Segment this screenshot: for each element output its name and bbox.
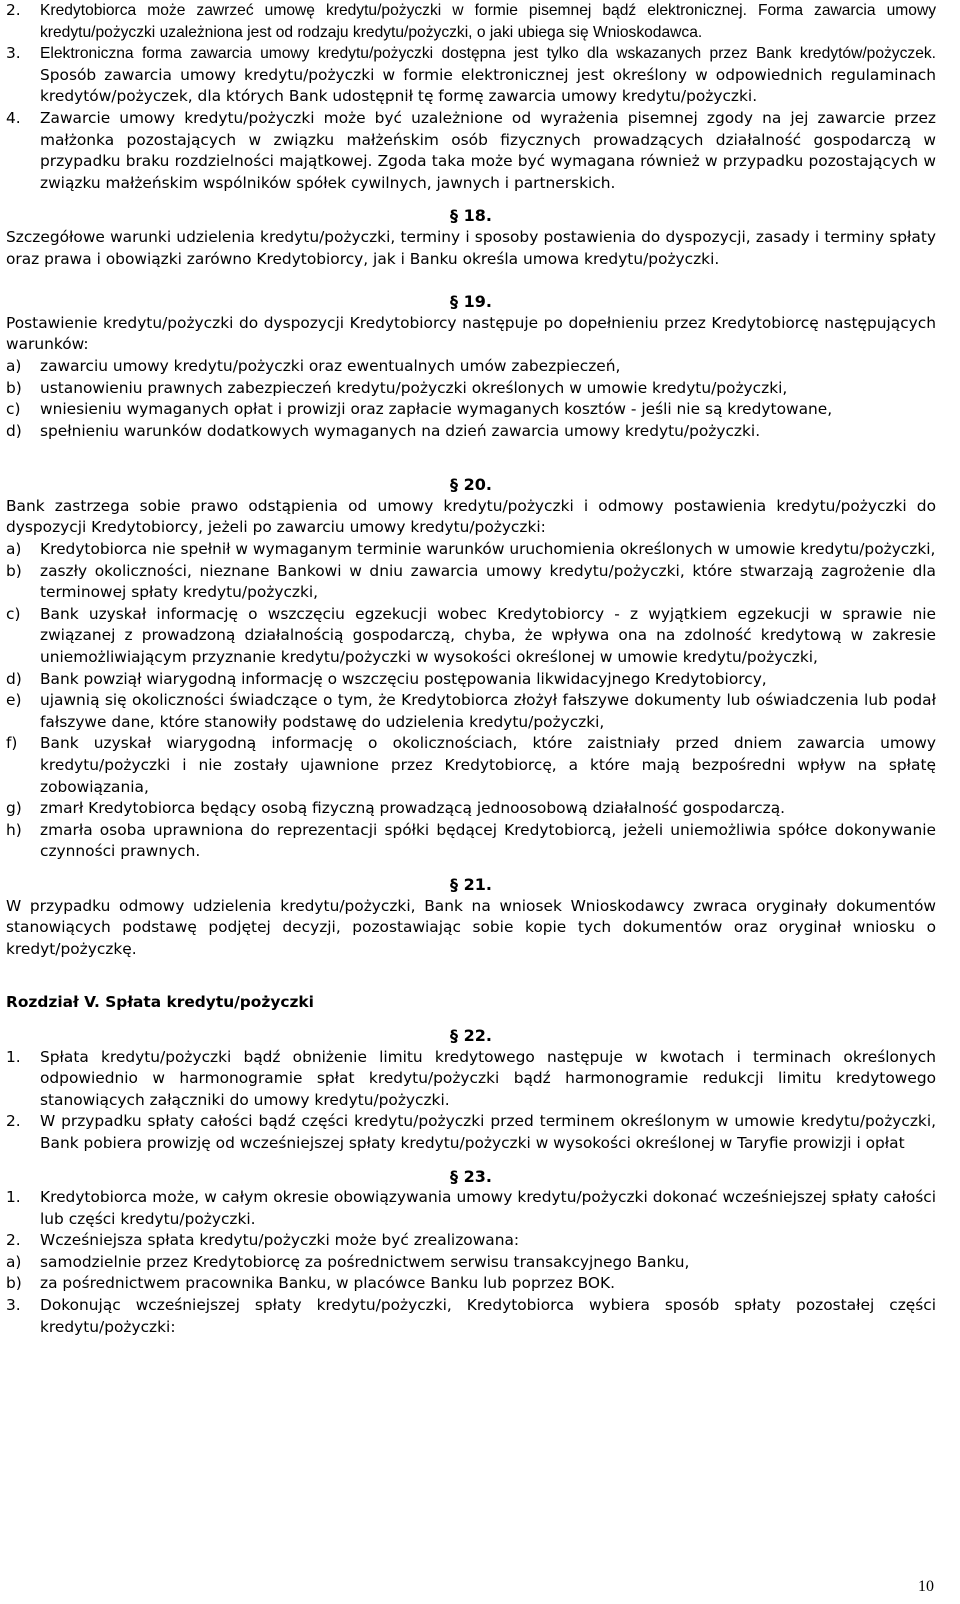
list-item [6, 421, 936, 443]
item-label: h) [6, 820, 22, 839]
item-label: d) [6, 421, 22, 440]
item-text: Bank uzyskał wiarygodną informację o okolicznościach, które zaistniały przed dniem zawarcia umowy kredytu/pożyczki i nie zostały ujawnione przez Kredytobiorcę, a które mają bezpośredni wpływ na spłatę zobowiązania, [40, 734, 936, 796]
list-item [6, 1295, 936, 1338]
list-item [6, 604, 936, 669]
page-number: 10 [918, 1578, 934, 1595]
item-text: Kredytobiorca może zawrzeć umowę kredytu/pożyczki w formie pisemnej bądź elektronicznej. Forma zawarcia umowy kredytu/pożyczki uzależniona jest od rodzaju kredytu/pożyczki, o jaki ubiega się Wnioskodawca. [40, 2, 936, 41]
item-number: 1. [6, 1047, 21, 1066]
item-number: 3. [6, 1296, 21, 1315]
item-label: a) [6, 540, 22, 559]
item-label: c) [6, 604, 21, 623]
item-number: 2. [6, 1231, 21, 1250]
document-page [6, 0, 936, 1338]
list-item [6, 1230, 936, 1252]
item-label: b) [6, 561, 22, 580]
item-text: Zgoda taka może być wymagana również w przypadku pozostających w związku małżeńskim wspólników spółek cywilnych, jawnych i partnerskich. [40, 152, 937, 192]
list-item [6, 1111, 936, 1154]
section-heading: § 20. [450, 475, 492, 495]
list-item [6, 1252, 936, 1274]
item-number: 2. [6, 1, 21, 19]
section-heading: § 18. [450, 206, 492, 226]
item-text: ujawnią się okoliczności świadczące o tym, że Kredytobiorca złożył fałszywe dokumenty lub oświadczenia lub podał fałszywe dane, które stanowiły podstawę do udzielenia kredytu/pożyczki, [40, 691, 936, 731]
item-text: Zawarcie umowy kredytu/pożyczki może być uzależnione od wyrażenia pisemnej zgody na jej zawarcie przez małżonka pozostających w związku małżeńskim osób fizycznych prowadzących działalność gospodarczą w przypadku braku rozdzielności majątkowej. [40, 108, 936, 171]
item-label: f) [6, 734, 18, 753]
item-text: Spłata kredytu/pożyczki bądź obniżenie limitu kredytowego następuje w kwotach i terminach określonych odpowiednio w harmonogramie spłat kredytu/pożyczki bądź harmonogramie redukcji limitu kredytowego stanowiących załączniki do umowy kredytu/pożyczki. [40, 1047, 936, 1109]
list-item [6, 1047, 936, 1112]
list-item [6, 356, 936, 378]
list-item [6, 108, 936, 194]
list-item [6, 690, 936, 733]
item-label: g) [6, 799, 22, 818]
paragraph: Bank zastrzega sobie prawo odstąpienia od umowy kredytu/pożyczki i odmowy postawienia kredytu/pożyczki do dyspozycji Kredytobiorcy, jeżeli po zawarciu umowy kredytu/pożyczki: [6, 496, 936, 537]
item-label: a) [6, 356, 22, 375]
list-item [6, 539, 936, 561]
list-item [6, 43, 936, 108]
chapter-title: Rozdział V. Spłata kredytu/pożyczki [6, 993, 314, 1012]
item-text: zmarła osoba uprawniona do reprezentacji spółki będącej Kredytobiorcą, jeżeli uniemożliwia spółce dokonywanie czynności prawnych. [40, 820, 936, 861]
list-item [6, 1273, 936, 1295]
item-text: Dokonując wcześniejszej spłaty kredytu/pożyczki, Kredytobiorca wybiera sposób spłaty pozostałej części kredytu/pożyczki: [40, 1296, 936, 1336]
list-item [6, 1187, 936, 1230]
list-item [6, 561, 936, 604]
paragraph: Postawienie kredytu/pożyczki do dyspozycji Kredytobiorcy następuje po dopełnieniu przez Kredytobiorcę następujących warunków: [6, 313, 936, 354]
item-text: Wcześniejsza spłata kredytu/pożyczki może być zrealizowana: [40, 1231, 520, 1250]
list-item [6, 0, 936, 43]
item-text: Bank uzyskał informację o wszczęciu egzekucji wobec Kredytobiorcy - z wyjątkiem egzekucji w sprawie nie związanej z prowadzoną działalnością gospodarczą, chyba, że wpływa ona na zdolność kredytową w zakresie uniemożliwiającym przyznanie kredytu/pożyczki w wysokości określonej w umowie kredytu/pożyczki, [40, 604, 936, 667]
item-text: zawarciu umowy kredytu/pożyczki oraz ewentualnych umów zabezpieczeń, [40, 356, 621, 375]
list-item [6, 669, 936, 691]
item-text: ustanowieniu prawnych zabezpieczeń kredytu/pożyczki określonych w umowie kredytu/pożyczki, [40, 378, 788, 397]
item-number: 4. [6, 108, 21, 127]
item-text: Kredytobiorca nie spełnił w wymaganym terminie warunków uruchomienia określonych w umowie kredytu/pożyczki, [40, 540, 936, 559]
item-text: samodzielnie przez Kredytobiorcę za pośrednictwem serwisu transakcyjnego Banku, [40, 1252, 690, 1271]
item-text: za pośrednictwem pracownika Banku, w placówce Banku lub poprzez BOK. [40, 1274, 615, 1293]
list-item [6, 399, 936, 421]
item-label: e) [6, 691, 22, 710]
list-item [6, 378, 936, 400]
item-number: 1. [6, 1188, 21, 1207]
item-label: a) [6, 1252, 22, 1271]
section-heading: § 22. [450, 1025, 492, 1045]
item-label: b) [6, 378, 22, 397]
item-number: 3. [6, 44, 21, 63]
item-text: Bank powziął wiarygodną informację o wszczęciu postępowania likwidacyjnego Kredytobiorcy, [40, 669, 767, 688]
paragraph: W przypadku odmowy udzielenia kredytu/pożyczki, Bank na wniosek Wnioskodawcy zwraca oryginały dokumentów stanowiących podstawę podjętej decyzji, pozostawiając sobie kopie tych dokumentów oraz oryginał wniosku o kredyt/pożyczkę. [6, 896, 936, 958]
item-text: zaszły okoliczności, nieznane Bankowi w dniu zawarcia umowy kredytu/pożyczki, które stwarzają zagrożenie dla terminowej spłaty kredytu/pożyczki, [40, 561, 936, 602]
item-text: spełnieniu warunków dodatkowych wymaganych na dzień zawarcia umowy kredytu/pożyczki. [40, 421, 761, 440]
item-label: b) [6, 1274, 22, 1293]
item-label: c) [6, 400, 21, 419]
list-item [6, 733, 936, 798]
section-heading: § 21. [450, 874, 492, 894]
list-item [6, 820, 936, 863]
list-item [6, 798, 936, 820]
item-text: Kredytobiorca może, w całym okresie obowiązywania umowy kredytu/pożyczki dokonać wcześniejszej spłaty całości lub części kredytu/pożyczki. [40, 1188, 936, 1228]
item-text: Sposób zawarcia umowy kredytu/pożyczki w formie elektronicznej jest określony w odpowiednich regulaminach kredytów/pożyczek, dla których Bank udostępnił tę formę zawarcia umowy kredytu/pożyczki. [40, 65, 936, 106]
item-text: zmarł Kredytobiorca będący osobą fizyczną prowadzącą jednoosobową działalność gospodarczą. [40, 799, 786, 818]
paragraph: Szczegółowe warunki udzielenia kredytu/pożyczki, terminy i sposoby postawienia do dyspozycji, zasady i terminy spłaty oraz prawa i obowiązki zarówno Kredytobiorcy, jak i Banku określa umowa kredytu/pożyczki. [6, 227, 936, 268]
item-number: 2. [6, 1112, 21, 1131]
section-heading: § 19. [450, 292, 492, 312]
item-text: W przypadku spłaty całości bądź części kredytu/pożyczki przed terminem określonym w umowie kredytu/pożyczki, Bank pobiera prowizję od wcześniejszej spłaty kredytu/pożyczki w wysokości określonej w Taryfie prowizji i opłat [40, 1112, 936, 1152]
item-label: d) [6, 669, 22, 688]
section-heading: § 23. [450, 1166, 492, 1186]
item-text: wniesieniu wymaganych opłat i prowizji oraz zapłacie wymaganych kosztów - jeśli nie są kredytowane, [40, 400, 833, 419]
item-text: Elektroniczna forma zawarcia umowy kredytu/pożyczki dostępna jest tylko dla wskazanych przez Bank kredytów/pożyczek. [40, 45, 936, 63]
